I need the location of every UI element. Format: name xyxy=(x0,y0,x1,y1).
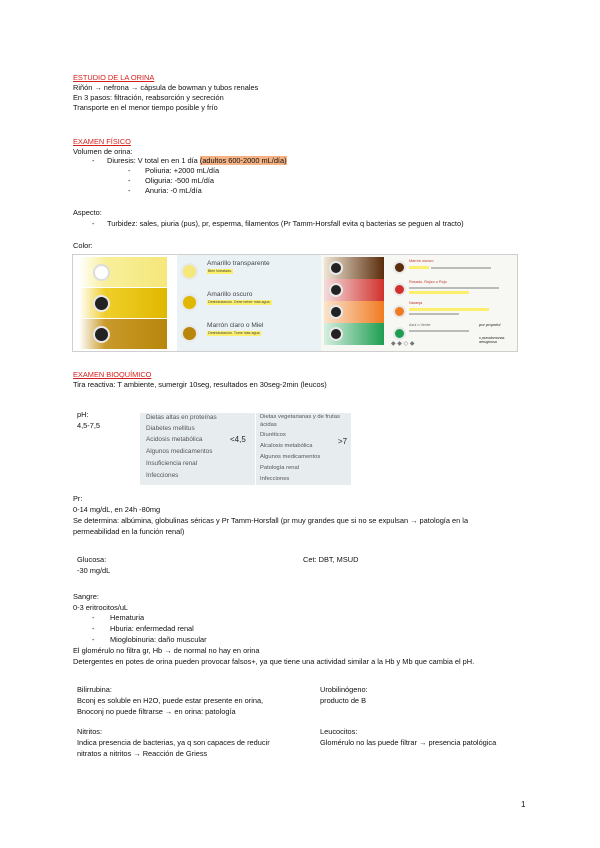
color-label: Azul o Verde xyxy=(409,323,431,327)
text-line: permeabilidad en la función renal) xyxy=(73,527,185,536)
glucosa-label: Glucosa: xyxy=(77,555,107,564)
glucosa-value: -30 mg/dL xyxy=(77,566,111,575)
color-legend xyxy=(177,255,321,351)
page-number: 1 xyxy=(521,800,526,809)
tube-cap xyxy=(93,326,110,343)
color-label: Amarillo transparente xyxy=(207,260,270,267)
text-line: 0-3 eritrocitos/uL xyxy=(73,603,129,612)
highlight-bar xyxy=(409,308,489,311)
text-line: Hematuria xyxy=(110,613,145,622)
section-title-fisico: EXAMEN FÍSICO xyxy=(73,137,131,146)
section-title-bioquimico: EXAMEN BIOQUÍMICO xyxy=(73,370,152,379)
diuresis-highlight: (adultos 600-2000 mL/día) xyxy=(199,156,287,165)
ph-right-item: Patología renal xyxy=(260,465,299,471)
text-line: Aspecto: xyxy=(73,208,102,217)
color-sublabel: Deshidratación. Debe beber más agua. xyxy=(208,300,271,304)
urine-color-image xyxy=(72,254,518,352)
tube-cap xyxy=(329,283,343,297)
text-line: En 3 pasos: filtración, reabsorción y secreción xyxy=(73,93,224,102)
text-line: El glomérulo no filtra gr, Hb → de normal no hay en orina xyxy=(73,646,260,655)
text-placeholder xyxy=(409,287,499,289)
text-placeholder xyxy=(409,330,469,332)
color-sublabel: Deshidratación. Tome más agua. xyxy=(208,331,261,335)
text-line: Se determina: albúmina, globulinas séricas y Pr Tamm-Horsfall (pr muy grandes que si no se expulsan → patología en la xyxy=(73,516,469,525)
toolbar-icons: ◆ ◆ ◇ ◆ xyxy=(391,341,415,347)
leuco-label: Leucocitos: xyxy=(320,727,358,736)
bullet-dash: - xyxy=(128,176,131,185)
text-line: Hburia: enfermedad renal xyxy=(110,624,194,633)
text-line: Poliuria: +2000 mL/día xyxy=(145,166,220,175)
diuresis-text: Diuresis: V total en en 1 día xyxy=(107,156,200,165)
ph-left-item: Diabetes mellitus xyxy=(146,425,195,432)
ph-left-item: Acidosis metabólica xyxy=(146,436,203,443)
color-label: Amarillo oscuro xyxy=(207,291,253,298)
section-title-estudio: ESTUDIO DE LA ORINA xyxy=(73,73,155,82)
text-placeholder xyxy=(409,313,459,315)
handwritten-note: x pseudomonas aeruginosa xyxy=(479,336,505,344)
cetonas-line: Cet: DBT, MSUD xyxy=(303,555,359,564)
tube-cap xyxy=(93,295,110,312)
text-line: Indica presencia de bacterias, ya q son capaces de reducir xyxy=(77,738,270,747)
text-line: Turbidez: sales, piuria (pus), pr, esperma, filamentos (Pr Tamm-Horsfall evita q bacterias se peguen al tracto) xyxy=(107,219,464,228)
text-line: Color: xyxy=(73,241,93,250)
tube-cap xyxy=(329,327,343,341)
ph-right-item: Diuréticos xyxy=(260,432,286,438)
swatch-marron xyxy=(393,261,406,274)
text-line: Tira reactiva: T ambiente, sumergir 10seg, resultados en 30seg-2min (leucos) xyxy=(73,380,327,389)
handwritten-note: por propofol xyxy=(479,322,501,327)
swatch-miel xyxy=(181,325,198,342)
ph-table-image xyxy=(140,413,351,485)
text-placeholder xyxy=(431,267,491,269)
ph-left-item: Algunos medicamentos xyxy=(146,448,213,455)
color-legend-right xyxy=(321,255,517,351)
bullet-dash: - xyxy=(128,166,131,175)
bullet-dash: - xyxy=(92,613,95,622)
color-label: Marrón claro o Miel xyxy=(207,322,264,329)
tubes-right xyxy=(324,257,384,345)
color-label: Naranja xyxy=(409,301,423,305)
swatch-rojo xyxy=(393,283,406,296)
ph-left-item: Insuficiencia renal xyxy=(146,460,198,467)
bullet-dash: - xyxy=(128,186,131,195)
leuco-value: Glomérulo no las puede filtrar → presencia patológica xyxy=(320,738,497,747)
text-line: Bconj es soluble en H2O, puede estar presente en orina, xyxy=(77,696,264,705)
bullet-dash: - xyxy=(92,219,95,228)
text-line: Mioglobinuria: daño muscular xyxy=(110,635,207,644)
diuresis-line xyxy=(107,156,287,166)
swatch-amarillo xyxy=(181,263,198,280)
ph-left-item: Dietas altas en proteínas xyxy=(146,414,217,421)
uro-label: Urobilinógeno: xyxy=(320,685,368,694)
ph-value: 4,5-7,5 xyxy=(77,421,101,430)
ph-right-item: Dietas vegetarianas y de frutas ácidas xyxy=(260,414,340,428)
highlight-bar xyxy=(409,291,469,294)
text-line: Volumen de orina: xyxy=(73,147,133,156)
text-line: Transporte en el menor tiempo posible y frío xyxy=(73,103,218,112)
text-line: Bnoconj no puede filtrarse → en orina: patología xyxy=(77,707,236,716)
nitritos-label: Nitritos: xyxy=(77,727,103,736)
bili-label: Bilirrubina: xyxy=(77,685,112,694)
color-label: Rosado, Rojizo o Rojo xyxy=(409,280,447,284)
swatch-verde xyxy=(393,327,406,340)
color-label: Marrón oscuro xyxy=(409,259,434,263)
bullet-dash: - xyxy=(92,156,95,165)
ph-gt-note: >7 xyxy=(338,437,348,446)
ph-right-item: Infecciones xyxy=(260,476,290,482)
tube-cap xyxy=(329,261,343,275)
divider xyxy=(255,413,256,485)
uro-value: producto de B xyxy=(320,696,367,705)
text-line: 0-14 mg/dL, en 24h -80mg xyxy=(73,505,161,514)
bullet-dash: - xyxy=(92,624,95,633)
ph-left-item: Infecciones xyxy=(146,472,179,479)
sangre-label: Sangre: xyxy=(73,592,99,601)
bullet-dash: - xyxy=(92,635,95,644)
tube-cap xyxy=(93,264,110,281)
ph-right-item: Algunos medicamentos xyxy=(260,454,321,460)
highlight-bar xyxy=(409,266,429,269)
swatch-naranja xyxy=(393,305,406,318)
ph-label: pH: xyxy=(77,410,89,419)
color-sublabel: Bien hidratado. xyxy=(208,269,233,273)
tube-cap xyxy=(329,305,343,319)
urine-tubes xyxy=(73,255,177,351)
text-line: Oliguria: -500 mL/día xyxy=(145,176,215,185)
ph-right-item: Alcalosis metabólica xyxy=(260,443,313,449)
text-line: nitratos a nitritos → Reacción de Griess xyxy=(77,749,208,758)
text-line: Anuria: -0 mL/día xyxy=(145,186,202,195)
text-line: Detergentes en potes de orina pueden provocar falsos+, ya que tiene una actividad similar a la Hb y Mb que cambia el pH. xyxy=(73,657,475,666)
pr-label: Pr: xyxy=(73,494,83,503)
text-line: Riñón → nefrona → cápsula de bowman y tubos renales xyxy=(73,83,259,92)
swatch-oscuro xyxy=(181,294,198,311)
ph-lt-note: <4,5 xyxy=(230,435,246,444)
